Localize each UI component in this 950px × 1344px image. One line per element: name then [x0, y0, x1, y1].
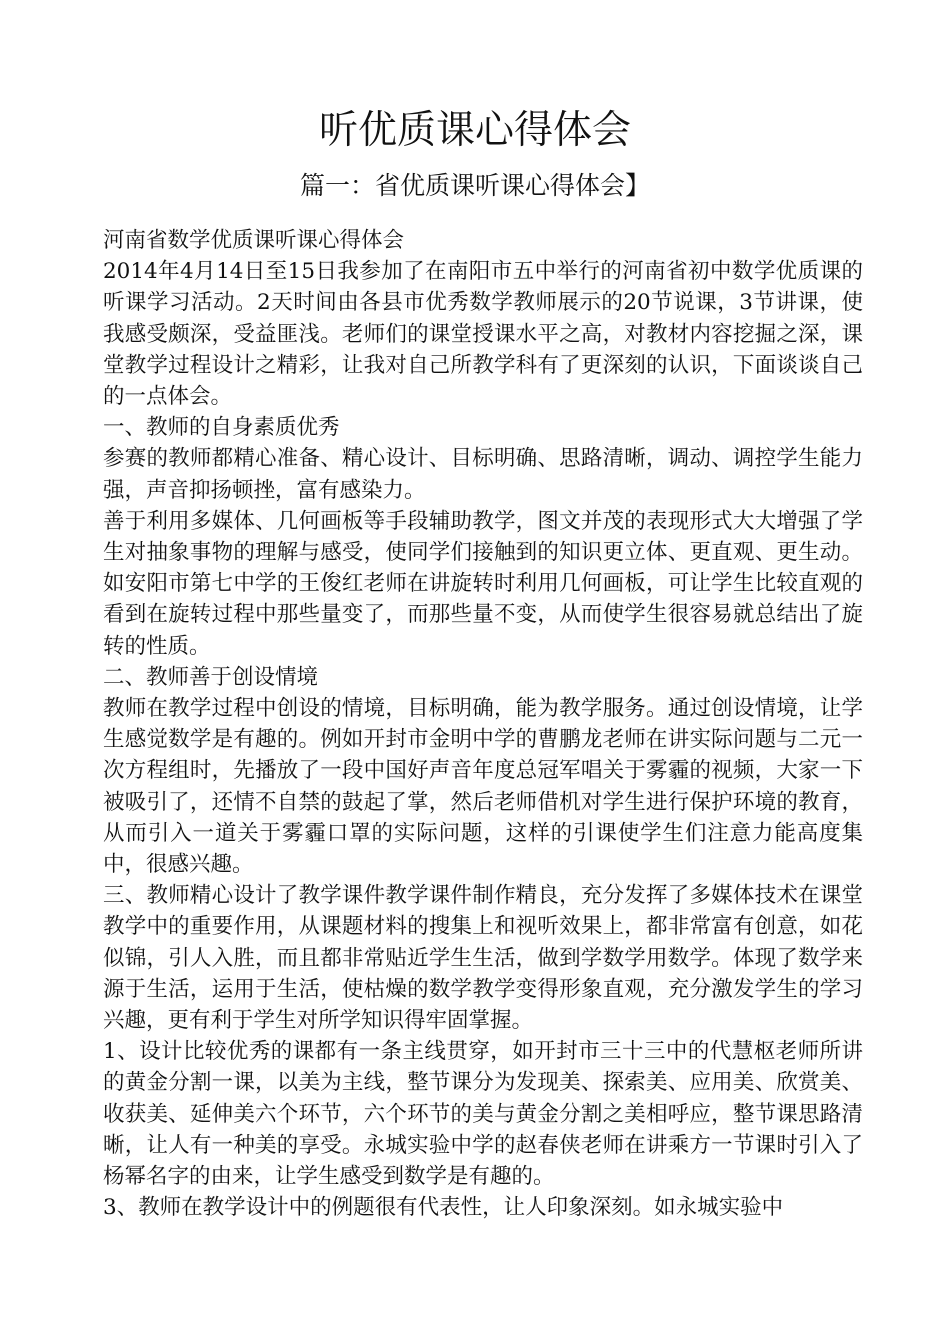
paragraph: 教师在教学过程中创设的情境，目标明确，能为教学服务。通过创设情境，让学生感觉数学是有趣的。例如开封市金明中学的曹鹏龙老师在讲实际问题与二元一次方程组时，先播放了一段中国好声音年度总冠军唱关于雾霾的视频，大家一下被吸引了，还情不自禁的鼓起了掌，然后老师借机对学生进行保护环境的教育，从而引入一道关于雾霾口罩的实际问题，这样的引课使学生们注意力能高度集中，很感兴趣。: [103, 696, 863, 878]
paragraph: 参赛的教师都精心准备、精心设计、目标明确、思路清晰，调动、调控学生能力强，声音抑扬顿挫，富有感染力。: [103, 446, 863, 503]
document-subtitle: 篇一：省优质课听课心得体会】: [299, 171, 650, 200]
paragraph-intro: 2014年4月14日至15日我参加了在南阳市五中举行的河南省初中数学优质课的听课学习活动。2天时间由各县市优秀数学教师展示的20节说课，3节讲课，使我感受颇深，受益匪浅。老师们的课堂授课水平之高，对教材内容挖掘之深，课堂教学过程设计之精彩，让我对自己所教学科有了更深刻的认识，下面谈谈自己的一点体会。: [103, 259, 863, 410]
paragraph: 善于利用多媒体、几何画板等手段辅助教学，图文并茂的表现形式大大增强了学生对抽象事物的理解与感受，使同学们接触到的知识更立体、更直观、更生动。如安阳市第七中学的王俊红老师在讲旋转时利用几何画板，可让学生比较直观的看到在旋转过程中那些量变了，而那些量不变，从而使学生很容易就总结出了旋转的性质。: [103, 508, 863, 659]
paragraph-heading: 河南省数学优质课听课心得体会: [103, 228, 405, 253]
document-body: [103, 225, 863, 1224]
section-heading-2: 二、教师善于创设情境: [103, 664, 319, 690]
paragraph: 1、设计比较优秀的课都有一条主线贯穿，如开封市三十三中的代慧枢老师所讲的黄金分割一课，以美为主线，整节课分为发现美、探索美、应用美、欣赏美、收获美、延伸美六个环节，六个环节的美与黄金分割之美相呼应，整节课思路清晰，让人有一种美的享受。永城实验中学的赵春侠老师在讲乘方一节课时引入了杨幂名字的由来，让学生感受到数学是有趣的。: [103, 1039, 863, 1190]
section-heading-1: 一、教师的自身素质优秀: [103, 415, 340, 441]
paragraph: 3、教师在教学设计中的例题很有代表性，让人印象深刻。如永城实验中: [103, 1195, 784, 1221]
document-title: 听优质课心得体会: [318, 108, 631, 153]
paragraph: 三、教师精心设计了教学课件教学课件制作精良，充分发挥了多媒体技术在课堂教学中的重要作用，从课题材料的搜集上和视听效果上，都非常富有创意，如花似锦，引人入胜，而且都非常贴近学生生活，做到学数学用数学。体现了数学来源于生活，运用于生活，使枯燥的数学教学变得形象直观，充分激发学生的学习兴趣，更有利于学生对所学知识得牢固掌握。: [103, 883, 863, 1034]
